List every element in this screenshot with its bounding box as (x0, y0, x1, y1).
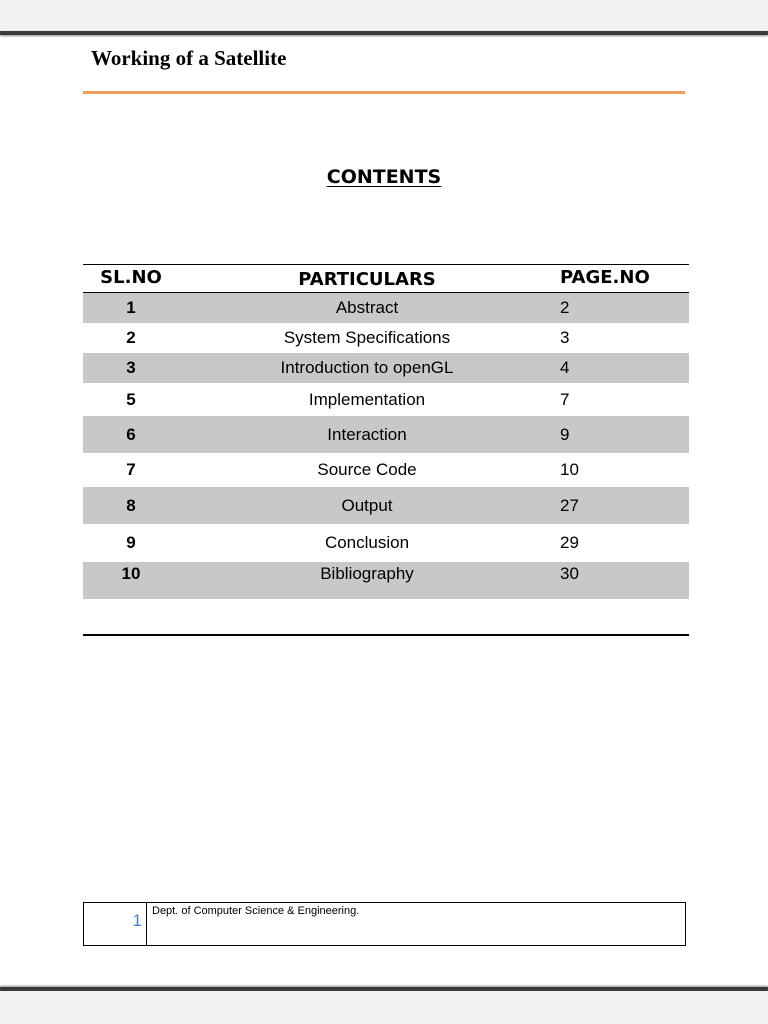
table-row (83, 323, 689, 353)
toc-particulars: Output (341, 495, 393, 515)
footer-divider (146, 903, 147, 945)
table-row (83, 453, 689, 487)
toc-particulars: Interaction (327, 424, 407, 444)
toc-sl-no: 3 (126, 358, 136, 377)
contents-heading: CONTENTS (326, 166, 442, 188)
footer-page-number: 1 (132, 911, 142, 930)
toc-page-no: 29 (560, 533, 579, 552)
page-gap-bottom (0, 991, 768, 1024)
toc-page-no: 9 (560, 424, 570, 444)
toc-sl-no: 10 (121, 563, 141, 583)
table-row (83, 562, 689, 599)
toc-page-no: 3 (560, 328, 570, 347)
toc-sl-no: 8 (126, 495, 136, 515)
table-row (83, 383, 689, 416)
toc-sl-no: 1 (126, 298, 136, 317)
table-row (83, 487, 689, 524)
column-header-sl-no: SL.NO (100, 267, 162, 288)
toc-sl-no: 5 (126, 389, 136, 409)
column-header-page-no: PAGE.NO (560, 267, 650, 288)
table-row (83, 353, 689, 383)
toc-particulars: Implementation (308, 389, 426, 409)
footer-department: Dept. of Computer Science & Engineering. (152, 905, 360, 917)
page-gap-top (0, 0, 768, 31)
toc-sl-no: 2 (126, 328, 136, 347)
toc-sl-no: 9 (126, 533, 136, 552)
toc-particulars: System Specifications (283, 328, 451, 347)
table-row (83, 416, 689, 453)
page-footer (83, 902, 686, 946)
header-rule (83, 91, 685, 94)
page-edge-top (0, 31, 768, 35)
column-header-particulars: PARTICULARS (298, 269, 436, 290)
toc-page-no: 4 (560, 358, 570, 377)
toc-sl-no: 7 (126, 460, 136, 479)
toc-header-row (83, 265, 689, 293)
toc-page-no: 27 (560, 495, 579, 515)
toc-particulars: Abstract (335, 298, 399, 317)
document-header-title: Working of a Satellite (91, 46, 287, 70)
toc-page-no: 10 (560, 460, 579, 479)
table-of-contents (83, 264, 689, 599)
toc-particulars: Bibliography (320, 563, 414, 583)
table-row (83, 524, 689, 562)
toc-particulars: Source Code (317, 460, 417, 479)
table-row (83, 293, 689, 323)
toc-particulars: Conclusion (324, 533, 410, 552)
toc-sl-no: 6 (126, 424, 136, 444)
toc-page-no: 2 (560, 298, 570, 317)
toc-page-no: 7 (560, 389, 570, 409)
toc-page-no: 30 (560, 563, 579, 583)
toc-particulars: Introduction to openGL (280, 358, 454, 377)
table-bottom-rule (83, 634, 689, 636)
